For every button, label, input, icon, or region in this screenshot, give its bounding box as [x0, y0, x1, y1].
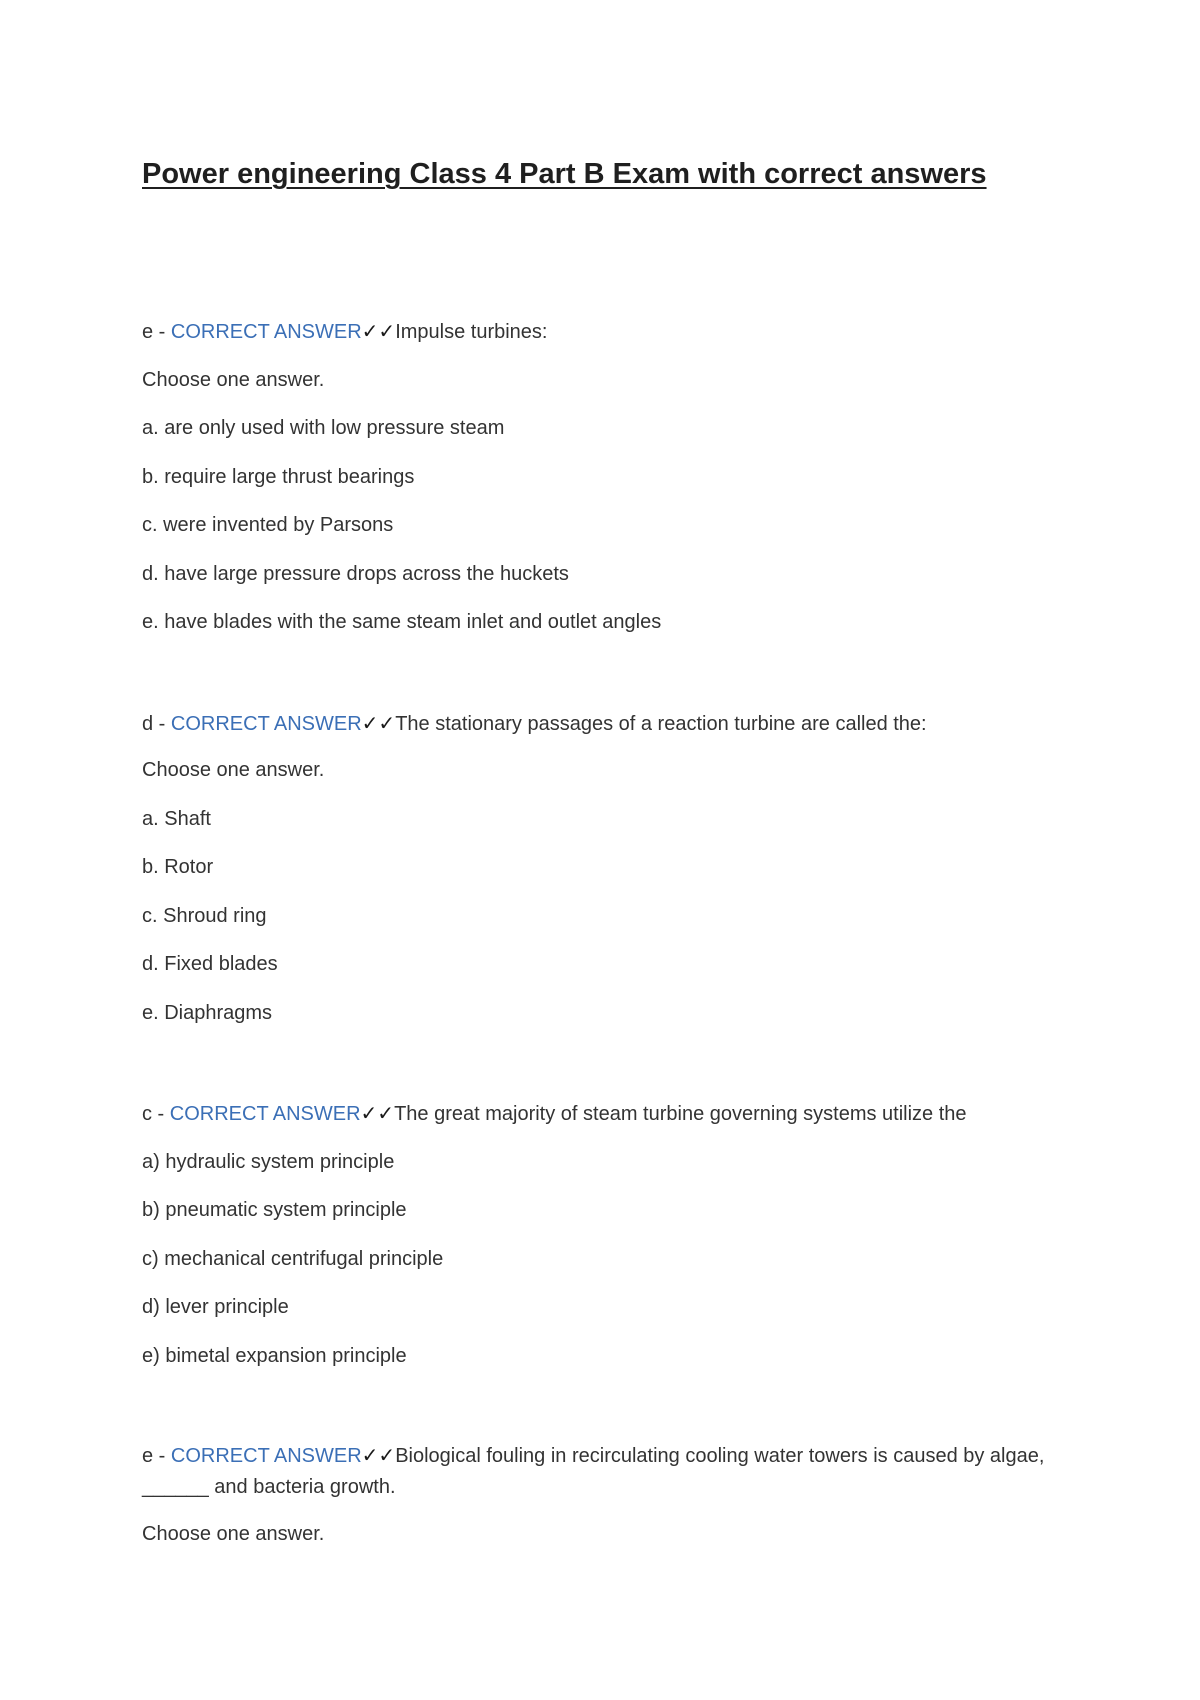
question-3-option-d: d) lever principle: [142, 1296, 289, 1318]
question-3-text: The great majority of steam turbine governing systems utilize the: [394, 1103, 967, 1125]
question-2-text: The stationary passages of a reaction turbine are called the:: [395, 713, 927, 735]
checkmark-icon: ✓✓: [361, 1443, 396, 1467]
question-3-answer-key: c -: [142, 1103, 170, 1125]
question-1-header: [142, 318, 547, 345]
question-3-option-b: b) pneumatic system principle: [142, 1199, 407, 1221]
question-4-answer-key: e -: [142, 1445, 171, 1467]
question-2-answer-key: d -: [142, 713, 171, 735]
question-3-header: [142, 1100, 967, 1127]
question-4-text-continued: ______ and bacteria growth.: [142, 1476, 396, 1498]
question-1-instruction: Choose one answer.: [142, 369, 325, 391]
question-1-option-b: b. require large thrust bearings: [142, 466, 415, 488]
question-4-text: Biological fouling in recirculating cooling water towers is caused by algae,: [395, 1445, 1045, 1467]
question-1-option-e: e. have blades with the same steam inlet and outlet angles: [142, 611, 662, 633]
correct-answer-label: CORRECT ANSWER: [170, 1445, 362, 1467]
question-2-option-c: c. Shroud ring: [142, 905, 267, 927]
question-1-option-d: d. have large pressure drops across the huckets: [142, 563, 569, 585]
question-2-option-e: e. Diaphragms: [142, 1002, 273, 1024]
question-1-option-a: a. are only used with low pressure steam: [142, 417, 505, 439]
checkmark-icon: ✓✓: [361, 711, 396, 735]
question-3-option-e: e) bimetal expansion principle: [142, 1345, 407, 1367]
question-2-header: [142, 710, 927, 737]
checkmark-icon: ✓✓: [360, 1101, 395, 1125]
question-2-option-d: d. Fixed blades: [142, 953, 278, 975]
question-1-answer-key: e -: [142, 321, 171, 343]
question-4-instruction: Choose one answer.: [142, 1523, 325, 1545]
question-2-option-a: a. Shaft: [142, 808, 211, 830]
checkmark-icon: ✓✓: [361, 319, 396, 343]
correct-answer-label: CORRECT ANSWER: [169, 1103, 361, 1125]
question-2-instruction: Choose one answer.: [142, 759, 325, 781]
correct-answer-label: CORRECT ANSWER: [170, 713, 362, 735]
question-4-header: [142, 1442, 1044, 1469]
question-3-option-a: a) hydraulic system principle: [142, 1151, 395, 1173]
question-3-option-c: c) mechanical centrifugal principle: [142, 1248, 444, 1270]
correct-answer-label: CORRECT ANSWER: [170, 321, 362, 343]
question-2-option-b: b. Rotor: [142, 856, 214, 878]
question-1-option-c: c. were invented by Parsons: [142, 514, 394, 536]
document-title: Power engineering Class 4 Part B Exam with correct answers: [142, 158, 987, 190]
question-1-text: Impulse turbines:: [395, 321, 548, 343]
